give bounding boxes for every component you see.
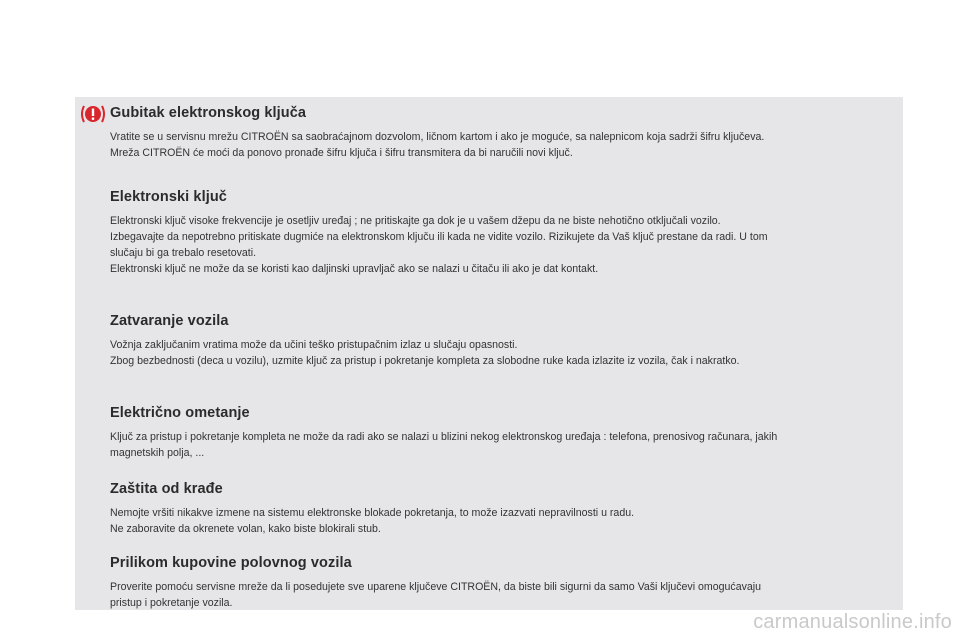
section-electronic-key xyxy=(110,187,890,277)
text-line: Vratite se u servisnu mrežu CITROËN sa saobraćajnom dozvolom, ličnom kartom i ako je moguće, sa nalepnicom koja sadrži šifru ključeva. xyxy=(110,131,765,143)
text-line: pristup i pokretanje vozila. xyxy=(110,597,233,609)
section-heading: Zaštita od krađe xyxy=(110,481,223,497)
text-line: Nemojte vršiti nikakve izmene na sistemu elektronske blokade pokretanja, to može izazvati nepravilnosti u radu. xyxy=(110,507,635,519)
section-heading: Gubitak elektronskog ključa xyxy=(110,105,307,121)
section-body xyxy=(110,505,890,537)
section-used-vehicle xyxy=(110,553,890,611)
section-heading: Zatvaranje vozila xyxy=(110,313,229,329)
section-body xyxy=(110,213,890,277)
text-line: Elektronski ključ ne može da se koristi kao daljinski upravljač ako se nalazi u čitaču ili ako je dat kontakt. xyxy=(110,263,599,275)
warning-icon xyxy=(80,103,106,125)
section-anti-theft xyxy=(110,479,890,537)
text-line: Zbog bezbednosti (deca u vozilu), uzmite ključ za pristup i pokretanje kompleta za slobodne ruke kada izlazite iz vozila, čak i nakratko. xyxy=(110,355,740,367)
section-heading: Elektronski ključ xyxy=(110,189,227,205)
watermark: carmanualsonline.info xyxy=(753,611,952,633)
section-body xyxy=(110,337,890,369)
section-body xyxy=(110,429,890,461)
text-line: Mreža CITROËN će moći da ponovo pronađe šifru ključa i šifru transmitera da bi naručili novi ključ. xyxy=(110,147,573,159)
content xyxy=(110,103,890,611)
section-locking-vehicle xyxy=(110,311,890,369)
text-line: slučaju bi ga trebalo resetovati. xyxy=(110,247,257,259)
section-lost-key xyxy=(110,103,890,161)
text-line: Izbegavajte da nepotrebno pritiskate dugmiće na elektronskom ključu ili kada ne vidite vozilo. Rizikujete da Vaš ključ prestane da radi. U tom xyxy=(110,231,768,243)
section-electrical-interference xyxy=(110,403,890,461)
text-line: Elektronski ključ visoke frekvencije je osetljiv uređaj ; ne pritiskajte ga dok je u vašem džepu da ne biste nehotično otključali vozilo. xyxy=(110,215,721,227)
section-heading: Električno ometanje xyxy=(110,405,250,421)
text-line: Ne zaboravite da okrenete volan, kako biste blokirali stub. xyxy=(110,523,381,535)
section-body xyxy=(110,129,890,161)
text-line: Proverite pomoću servisne mreže da li posedujete sve uparene ključeve CITROËN, da biste bili sigurni da samo Vaši ključevi omogućavaju xyxy=(110,581,762,593)
text-line: Vožnja zaključanim vratima može da učini teško pristupačnim izlaz u slučaju opasnosti. xyxy=(110,339,518,351)
section-body xyxy=(110,579,890,611)
section-heading: Prilikom kupovine polovnog vozila xyxy=(110,555,352,571)
text-line: Ključ za pristup i pokretanje kompleta ne može da radi ako se nalazi u blizini nekog elektronskog uređaja : telefona, prenosivog računara, jakih xyxy=(110,431,778,443)
text-line: magnetskih polja, ... xyxy=(110,447,205,459)
